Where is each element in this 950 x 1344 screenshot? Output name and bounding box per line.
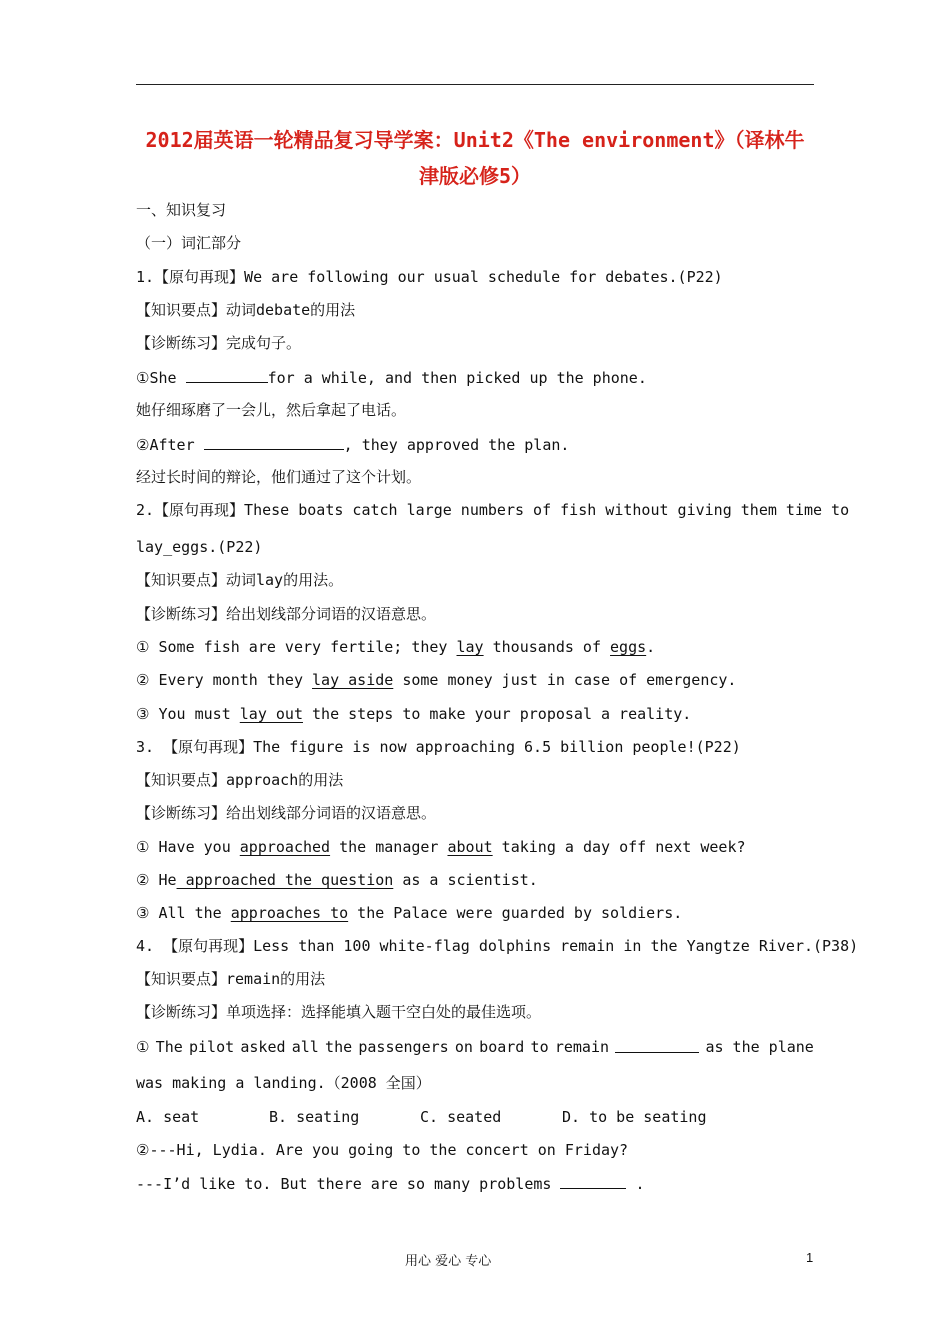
underlined-term: approached the question (176, 871, 394, 889)
title-line-1: 2012届英语一轮精品复习导学案：Unit2《The environment》（译林牛 (145, 128, 805, 152)
q4-item-1-word: all (291, 1038, 319, 1056)
q2-item-1 (136, 637, 816, 657)
q3-item-2-start: ② He (136, 871, 177, 889)
q2-heading: 2.【原句再现】These boats catch large numbers of fish without giving them time to (136, 501, 850, 519)
q2-heading-cont: lay_eggs.(P22) (136, 538, 263, 556)
q1-item-2 (136, 434, 816, 455)
q4-heading: 4. 【原句再现】Less than 100 white-flag dolphins remain in the Yangtze River.(P38) (136, 937, 859, 955)
q4-item-1-end: as the plane (705, 1038, 814, 1056)
q4-item-2-end: . (626, 1175, 645, 1193)
underlined-term: lay aside (312, 671, 394, 689)
q4-item-1-word: board (479, 1038, 525, 1056)
q1-item-1-end: for a while, and then picked up the phone. (267, 369, 647, 387)
underlined-term: about (447, 838, 493, 856)
q4-item-2-line2 (136, 1173, 816, 1194)
q3-item-1-end: taking a day off next week? (492, 838, 746, 856)
q4-item-1-word: on (454, 1038, 473, 1056)
underlined-term: eggs (610, 638, 647, 656)
answer-blank[interactable] (560, 1173, 626, 1189)
option-d[interactable]: D. to be seating (562, 1108, 707, 1126)
q4-item-1-cont: was making a landing.（2008 全国） (136, 1074, 431, 1092)
q3-item-1-mid: the manager (330, 838, 448, 856)
q4-point: 【知识要点】remain的用法 (136, 970, 326, 988)
q2-item-3-end: the steps to make your proposal a reality. (302, 705, 692, 723)
underlined-term: lay out (239, 705, 303, 723)
q2-item-1-mid: thousands of (483, 638, 611, 656)
page-number: 1 (806, 1250, 814, 1265)
q2-task: 【诊断练习】给出划线部分词语的汉语意思。 (136, 605, 437, 623)
answer-blank[interactable] (204, 434, 344, 450)
page-footer: 用心 爱心 专心 (405, 1254, 492, 1269)
q3-item-3 (136, 903, 816, 923)
q1-item-2-end: , they approved the plan. (343, 436, 570, 454)
q4-item-1-word: the (325, 1038, 353, 1056)
header-rule (136, 84, 814, 85)
option-a[interactable]: A. seat (136, 1108, 200, 1126)
q1-task: 【诊断练习】完成句子。 (136, 334, 302, 352)
q2-item-1-start: ① Some fish are very fertile; they (136, 638, 457, 656)
option-b[interactable]: B. seating (269, 1108, 360, 1126)
underlined-term: approaches to (230, 904, 349, 922)
q4-task: 【诊断练习】单项选择：选择能填入题干空白处的最佳选项。 (136, 1003, 542, 1021)
q2-item-1-end: . (646, 638, 656, 656)
q4-item-1-word: The (155, 1038, 183, 1056)
q3-item-1 (136, 837, 816, 857)
q4-item-2-start: ---I’d like to. But there are so many problems (136, 1175, 561, 1193)
q3-item-3-start: ③ All the (136, 904, 231, 922)
q3-item-2-end: as a scientist. (393, 871, 538, 889)
q4-item-1 (136, 1037, 814, 1057)
section-heading: 一、知识复习 (136, 201, 227, 219)
title-line-2: 津版必修5） (418, 164, 532, 188)
q4-item-1-word: pilot (188, 1038, 235, 1056)
q1-heading: 1.【原句再现】We are following our usual schedule for debates.(P22) (136, 268, 723, 286)
q2-item-2-end: some money just in case of emergency. (393, 671, 737, 689)
underlined-term: lay (456, 638, 484, 656)
q2-item-2-start: ② Every month they (136, 671, 313, 689)
q3-task: 【诊断练习】给出划线部分词语的汉语意思。 (136, 804, 437, 822)
q3-heading: 3. 【原句再现】The figure is now approaching 6.5 billion people!(P22) (136, 738, 741, 756)
option-c[interactable]: C. seated (420, 1108, 502, 1126)
q2-item-3-start: ③ You must (136, 705, 240, 723)
q4-item-1-word: to (530, 1038, 549, 1056)
q3-point: 【知识要点】approach的用法 (136, 771, 344, 789)
q4-item-1-word: passengers (358, 1038, 449, 1056)
q4-item-1-word: remain (554, 1038, 610, 1056)
q2-item-2 (136, 670, 816, 690)
q1-point: 【知识要点】动词debate的用法 (136, 301, 356, 319)
answer-blank[interactable] (615, 1037, 699, 1053)
underlined-term: approached (239, 838, 331, 856)
q4-item-1-word: asked (240, 1038, 286, 1056)
subsection-heading: （一）词汇部分 (136, 234, 242, 252)
q4-item-1-word: ① (136, 1038, 150, 1056)
q3-item-1-start: ① Have you (136, 838, 240, 856)
q4-item-2-line1: ②---Hi, Lydia. Are you going to the concert on Friday? (136, 1141, 629, 1159)
q1-item-1-translation: 她仔细琢磨了一会儿，然后拿起了电话。 (136, 401, 407, 419)
q1-item-1 (136, 367, 816, 388)
q1-item-1-start: ①She (136, 369, 186, 387)
q2-point: 【知识要点】动词lay的用法。 (136, 571, 344, 589)
answer-blank[interactable] (186, 367, 268, 383)
q1-item-2-translation: 经过长时间的辩论，他们通过了这个计划。 (136, 468, 422, 486)
q2-item-3 (136, 704, 816, 724)
q3-item-2 (136, 870, 816, 890)
q1-item-2-start: ②After (136, 436, 204, 454)
q3-item-3-end: the Palace were guarded by soldiers. (348, 904, 683, 922)
